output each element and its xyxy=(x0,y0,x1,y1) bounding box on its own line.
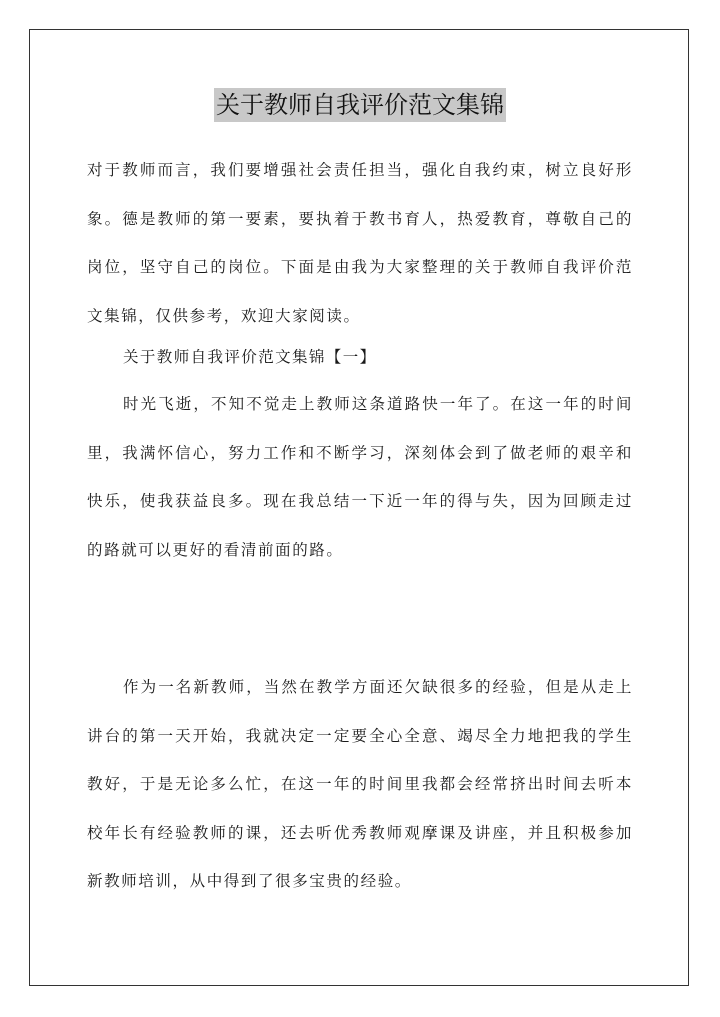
body-paragraph-1: 时光飞逝，不知不觉走上教师这条道路快一年了。在这一年的时间里，我满怀信心，努力工作和不断学习，深刻体会到了做老师的艰辛和快乐，使我获益良多。现在我总结一下近一年的得与失，因为回顾走过的路就可以更好的看清前面的路。 xyxy=(87,395,633,559)
document-title: 关于教师自我评价范文集锦 xyxy=(214,88,506,122)
body-paragraph-2: 作为一名新教师，当然在教学方面还欠缺很多的经验，但是从走上讲台的第一天开始，我就决定一定要全心全意、竭尽全力地把我的学生教好，于是无论多么忙，在这一年的时间里我都会经常挤出时间去听本校年长有经验教师的课，还去听优秀教师观摩课及讲座，并且积极参加新教师培训，从中得到了很多宝贵的经验。 xyxy=(87,678,633,890)
title-container xyxy=(0,88,720,122)
intro-paragraph: 对于教师而言，我们要增强社会责任担当，强化自我约束，树立良好形象。德是教师的第一要素，要执着于教书育人，热爱教育，尊敬自己的岗位，坚守自己的岗位。下面是由我为大家整理的关于教师自我评价范文集锦，仅供参考，欢迎大家阅读。 xyxy=(87,161,633,325)
section-heading: 关于教师自我评价范文集锦【一】 xyxy=(123,348,377,366)
